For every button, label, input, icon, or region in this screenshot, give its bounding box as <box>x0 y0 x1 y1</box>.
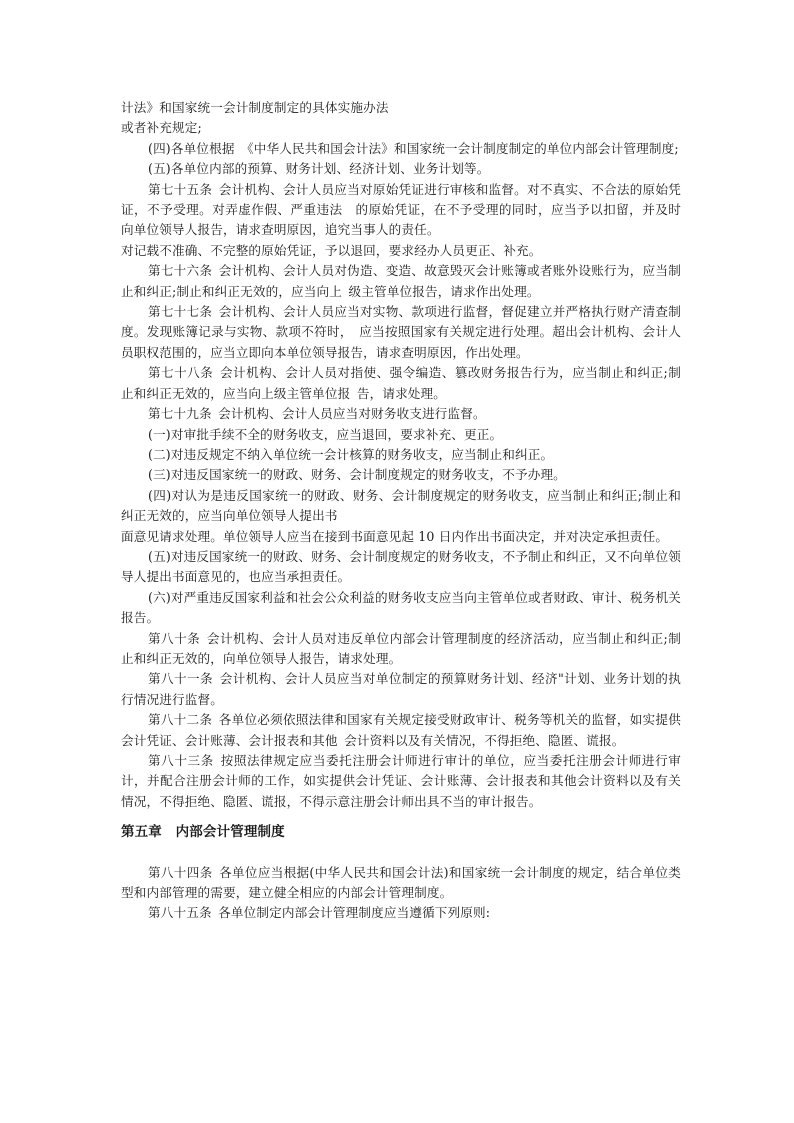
paragraph: 第八十四条 各单位应当根据(中华人民共和国会计法)和国家统一会计制度的规定，结合单位类型和内部管理的需要，建立健全相应的内部会计管理制度。 <box>121 864 681 901</box>
paragraphs-before-chapter <box>121 98 681 812</box>
paragraph: (二)对违反规定不纳入单位统一会计核算的财务收支，应当制止和纠正。 <box>148 446 554 462</box>
paragraph: (五)各单位内部的预算、财务计划、经济计划、业务计划等。 <box>148 161 490 177</box>
document-body <box>121 98 681 924</box>
paragraph: 第八十二条 各单位必须依照法律和国家有关规定接受财政审计、税务等机关的监督，如实提供会计凭证、会计账薄、会计报表和其他 会计资料以及有关情况，不得拒绝、隐匿、谎报。 <box>121 712 681 748</box>
paragraph: 第七十五条 会计机构、会计人员应当对原始凭证进行审核和监督。对不真实、不合法的原始凭证，不予受理。对弄虚作假、严重违法 的原始凭证，在不予受理的同时，应当予以扣留，并及时向单位领导人报告，请求查明原因，追究当事人的责任。 <box>121 181 681 238</box>
paragraph: 第八十三条 按照法律规定应当委托注册会计师进行审计的单位，应当委托注册会计师进行审计，并配合注册会计师的工作，如实提供会计凭证、会计账薄、会计报表和其他会计资料以及有关情况，不得拒绝、隐匿、谎报，不得示意注册会计师出具不当的审计报告。 <box>121 753 681 809</box>
paragraph: (四)对认为是违反国家统一的财政、财务、会计制度规定的财务收支，应当制止和纠正;制止和纠正无效的，应当向单位领导人提出书 <box>121 487 681 524</box>
paragraph: 第七十七条 会计机构、会计人员应当对实物、款项进行监督，督促建立并严格执行财产清查制度。发现账簿记录与实物、款项不符时， 应当按照国家有关规定进行处理。超出会计机构、会计人员职权范围的，应当立即向本单位领导报告，请求查明原因，作出处理。 <box>121 304 681 360</box>
paragraph: 第七十九条 会计机构、会计人员应当对财务收支进行监督。 <box>148 406 486 422</box>
paragraph: (一)对审批手续不全的财务收支，应当退回，要求补充、更正。 <box>148 426 503 442</box>
paragraph: 第七十六条 会计机构、会计人员对伪造、变造、故意毁灭会计账簿或者账外设账行为，应当制止和纠正;制止和纠正无效的，应当向上 级主管单位报告，请求作出处理。 <box>121 263 681 299</box>
paragraph: 第八十五条 各单位制定内部会计管理制度应当遵循下列原则: <box>148 905 491 921</box>
paragraph: 或者补充规定; <box>121 120 202 136</box>
paragraph: (三)对违反国家统一的财政、财务、会计制度规定的财务收支，不予办理。 <box>148 467 566 483</box>
paragraph: 计法》和国家统一会计制度制定的具体实施办法 <box>121 100 389 115</box>
paragraph: 第七十八条 会计机构、会计人员对指使、强令编造、篡改财务报告行为，应当制止和纠正;制止和纠正无效的，应当向上级主管单位报 告，请求处理。 <box>121 365 681 401</box>
paragraph: 对记载不准确、不完整的原始凭证，予以退回，要求经办人员更正、补充。 <box>121 242 542 258</box>
chapter-title: 第五章 内部会计管理制度 <box>121 824 285 841</box>
paragraphs-after-chapter <box>121 863 681 924</box>
paragraph: (六)对严重违反国家利益和社会公众利益的财务收支应当向主管单位或者财政、审计、税务机关报告。 <box>121 589 681 626</box>
paragraph: (五)对违反国家统一的财政、财务、会计制度规定的财务收支，不予制止和纠正，又不向单位领导人提出书面意见的，也应当承担责任。 <box>121 548 681 585</box>
paragraph: 第八十一条 会计机构、会计人员应当对单位制定的预算财务计划、经济"计划、业务计划的执行情况进行监督。 <box>121 671 681 707</box>
paragraph: 第八十条 会计机构、会计人员对违反单位内部会计管理制度的经济活动，应当制止和纠正;制止和纠正无效的，向单位领导人报告，请求处理。 <box>121 630 681 666</box>
paragraph: (四)各单位根据 《中华人民共和国会计法》和国家统一会计制度制定的单位内部会计管理制度; <box>148 140 679 156</box>
paragraph: 面意见请求处理。单位领导人应当在接到书面意见起 10 日内作出书面决定，并对决定承担责任。 <box>121 528 669 544</box>
